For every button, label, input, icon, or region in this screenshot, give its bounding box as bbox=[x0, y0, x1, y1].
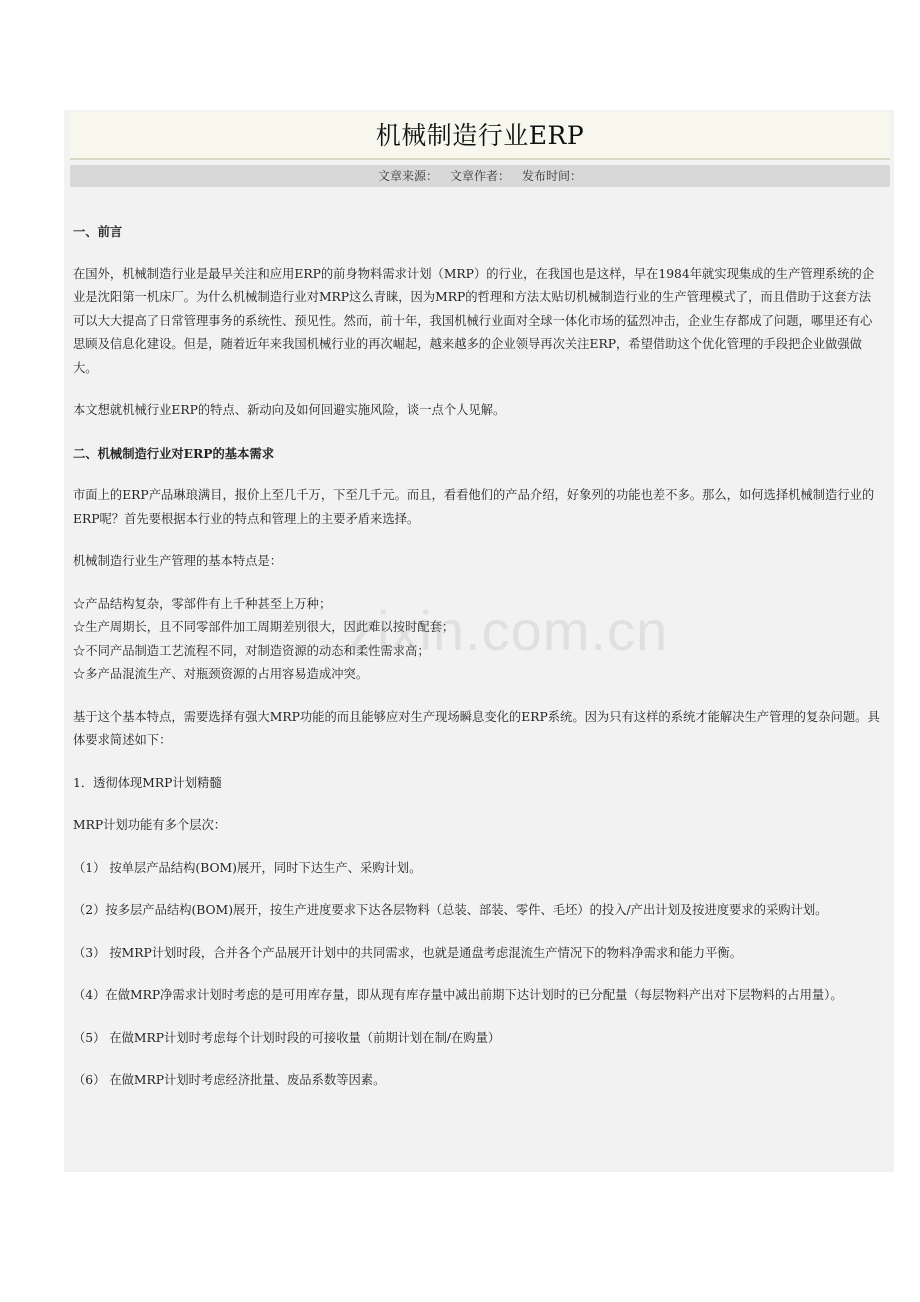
section-heading-requirements: 二、机械制造行业对ERP的基本需求 bbox=[73, 445, 274, 461]
feature-list bbox=[73, 593, 881, 687]
paragraph: 机械制造行业生产管理的基本特点是： bbox=[73, 554, 283, 568]
list-item: ☆产品结构复杂，零部件有上千种甚至上万种； bbox=[73, 596, 332, 611]
paragraph: 基于这个基本特点，需要选择有强大MRP功能的而且能够应对生产现场瞬息变化的ERP系统。因为只有这样的系统才能解决生产管理的复杂问题。具体要求简述如下： bbox=[73, 709, 880, 747]
article-body bbox=[73, 220, 881, 1112]
paragraph: 在国外，机械制造行业是最早关注和应用ERP的前身物料需求计划（MRP）的行业，在我国也是这样，早在1984年就实现集成的生产管理系统的企业是沈阳第一机床厂。为什么机械制造行业对MRP这么青睐，因为MRP的哲理和方法太贴切机械制造行业的生产管理模式了，而且借助于这套方法可以大大提高了日常管理事务的系统性、预见性。然而，前十年，我国机械行业面对全球一体化市场的猛烈冲击，企业生存都成了问题，哪里还有心思顾及信息化建设。但是，随着近年来我国机械行业的再次崛起，越来越多的企业领导再次关注ERP，希望借助这个优化管理的手段把企业做强做大。 bbox=[73, 266, 875, 375]
list-item: ☆不同产品制造工艺流程不同，对制造资源的动态和柔性需求高； bbox=[73, 643, 430, 658]
paragraph: MRP计划功能有多个层次： bbox=[73, 818, 227, 832]
list-item: ☆多产品混流生产、对瓶颈资源的占用容易造成冲突。 bbox=[73, 667, 369, 681]
paragraph: 1．透彻体现MRP计划精髓 bbox=[73, 775, 222, 790]
article-panel bbox=[64, 110, 894, 1172]
section-heading-preface: 一、前言 bbox=[73, 224, 123, 239]
numbered-item: （2）按多层产品结构(BOM)展开，按生产进度要求下达各层物料（总装、部装、零件、毛坯）的投入/产出计划及按进度要求的采购计划。 bbox=[73, 903, 828, 917]
title-bar bbox=[70, 112, 890, 160]
article-meta bbox=[70, 165, 890, 187]
time-label: 发布时间： bbox=[522, 169, 583, 183]
numbered-item: （1） 按单层产品结构(BOM)展开，同时下达生产、采购计划。 bbox=[73, 860, 422, 875]
list-item: ☆生产周期长，且不同零部件加工周期差别很大，因此难以按时配套； bbox=[73, 620, 455, 634]
source-label: 文章来源： bbox=[377, 169, 438, 183]
paragraph: 本文想就机械行业ERP的特点、新动向及如何回避实施风险，谈一点个人见解。 bbox=[73, 403, 506, 417]
author-label: 文章作者： bbox=[449, 169, 510, 183]
article-title: 机械制造行业ERP bbox=[375, 121, 585, 150]
numbered-item: （5） 在做MRP计划时考虑每个计划时段的可接收量（前期计划在制/在购量） bbox=[73, 1030, 501, 1045]
numbered-item: （4）在做MRP净需求计划时考虑的是可用库存量，即从现有库存量中减出前期下达计划时的已分配量（每层物料产出对下层物料的占用量）。 bbox=[73, 988, 843, 1002]
paragraph: 市面上的ERP产品琳琅满目，报价上至几千万，下至几千元。而且，看看他们的产品介绍，好象列的功能也差不多。那么，如何选择机械制造行业的ERP呢？首先要根据本行业的特点和管理上的主要矛盾来选择。 bbox=[73, 488, 875, 526]
watermark: zixin.com.cn bbox=[348, 599, 669, 662]
numbered-item: （6） 在做MRP计划时考虑经济批量、废品系数等因素。 bbox=[73, 1073, 386, 1087]
numbered-item: （3） 按MRP计划时段，合并各个产品展开计划中的共同需求，也就是通盘考虑混流生产情况下的物料净需求和能力平衡。 bbox=[73, 945, 742, 960]
